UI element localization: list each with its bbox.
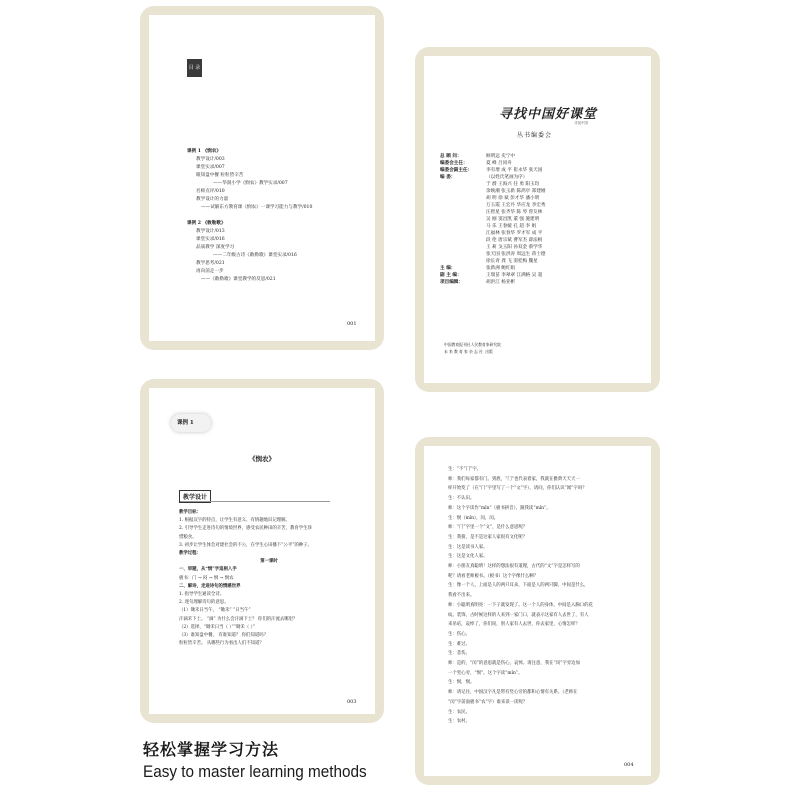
toc-item: 教学设计/013: [196, 229, 225, 234]
committee-row: [440, 258, 640, 265]
committee-role: [440, 230, 486, 237]
committee-names: 汪智星 张齐华 陈 琴 曾友林: [486, 210, 543, 215]
dialogue-line: 样开始变了（在“门”字里写了一个“文”字），请问，你们认识“闻”字吗？: [448, 486, 587, 492]
committee-role: 主 编：: [440, 266, 456, 271]
toc-gap: [187, 212, 367, 220]
committee-names: 李有增 成 平 崔永华 张天国: [486, 168, 543, 173]
committee-row: [440, 237, 640, 244]
committee-row: [440, 279, 640, 286]
dialogue-line: 生：“不”门”字。: [448, 467, 482, 472]
toc-item: ——二年级古诗《敕勒歌》课堂实录/016: [213, 253, 297, 258]
committee-names: 段 伦 唐宗斌 曹军杰 薛法根: [486, 238, 543, 243]
dialogue-page-card: [415, 437, 660, 785]
committee-names: 夏 峰 吕同舟: [486, 161, 512, 166]
committee-names: 余映潮 张玉新 陈鸿亭 郑建刚: [486, 189, 546, 194]
lesson-page-card: [140, 379, 384, 723]
committee-row: [440, 181, 640, 188]
committee-names: 万玉霞 王宏丹 华应龙 李宏秀: [486, 203, 546, 208]
committee-list: [440, 153, 640, 286]
committee-role: [440, 195, 486, 202]
committee-role: 总 顾 问：: [440, 154, 462, 159]
dialogue-line: 生：这是读书人家。: [448, 544, 488, 550]
dialogue-line: 师：我们每家都有门。到底，“门”也代表着家，我就在雅典天天天一: [448, 476, 580, 482]
dialogue-page: [424, 446, 651, 776]
lesson-page: [149, 388, 375, 714]
caption-chinese: 轻松掌握学习方法: [143, 740, 280, 759]
publisher-note: [444, 341, 501, 355]
dialogue-line: 生：悯，悯。: [448, 680, 475, 686]
toc-list: [187, 148, 367, 284]
committee-role: [440, 258, 486, 265]
lesson-line: 1. 根据汉字的特点，让学生有意义、有情趣地识记理解。: [179, 518, 290, 524]
toc-item: 教学思考/021: [196, 261, 225, 266]
page-number: 003: [347, 699, 357, 705]
lesson-line: 粒粒皆辛苦。 从哪些行为看出人们不知道？: [179, 641, 264, 647]
series-calligraphy: 寻找中国好课堂: [499, 107, 598, 122]
committee-row: [440, 174, 640, 181]
lesson-line: （1）锄禾日当午， “锄禾” “日当午”: [179, 608, 251, 614]
lesson-line: （2）选择，“锄禾日当（ ）”“锄禾（ ）”: [179, 624, 256, 630]
committee-role: [440, 251, 486, 258]
committee-role: [440, 181, 486, 188]
committee-names: 马 乐 王春媛 孔 超 李 娟: [486, 224, 537, 229]
toc-item: 课例 2 《敕勒歌》: [187, 221, 226, 226]
committee-names: 吴 刚 窦昌凯 董 强 施建明: [486, 217, 540, 222]
dialogue-line: 师：“门”字里一个“文”，是什么意思呢？: [448, 525, 528, 531]
toc-item: 课例 1 《悯农》: [187, 149, 221, 154]
design-tag: 教学设计: [179, 490, 211, 503]
dialogue-line: 师：小聪明真明亮：一下子就发现了。这一个人的身体，中间是入胸口的花: [448, 602, 593, 608]
committee-row: [440, 188, 640, 195]
committee-names: 于 漪 王海兴 任 勇 阳玉均: [486, 182, 540, 187]
committee-role: [440, 202, 486, 209]
dialogue-line: 师：小朋友真聪明！这样的想法很有道理，古代的“文”字是怎样写的: [448, 564, 580, 570]
dialogue-line: 生：我猜，是不是这家人家很有文化呢？: [448, 534, 528, 540]
dialogue-line: 师：这个字读作“mǐn”（板书拼音），跟我读“mǐn”。: [448, 505, 551, 511]
lesson-line: 惜粮食。: [179, 534, 197, 540]
toc-page-card: [140, 6, 384, 350]
toc-item: 教学设计/003: [196, 157, 225, 162]
toc-item: 眼知盘中餐 粒粒皆辛苦: [196, 173, 244, 178]
committee-names: 江福林 张春华 罗才军 成 平: [486, 231, 543, 236]
page-number: 001: [347, 321, 357, 327]
committee-row: [440, 202, 640, 209]
dialogue-line: 一个竖心旁，“悯”。这个字读“mǐn”。: [448, 670, 523, 676]
lesson-line: 1. 指导学生通读全诗。: [179, 592, 225, 598]
dialogue-line: 生：悯（mǐn），闵，闵。: [448, 515, 499, 521]
committee-names: 王 莉 戈玉阳 孙双金 蔡学华: [486, 245, 543, 250]
lesson-line: 二、解诗，走进诗句的情感世界: [179, 583, 241, 589]
toc-page: [149, 15, 375, 341]
toc-item: 教学设计的力量: [196, 197, 229, 202]
dialogue-line: “闵”字前面板书“农”字）谁来读一读呢？: [448, 699, 528, 705]
lesson-line: 板书：门 → 闷 → 悯 → 悯农: [179, 575, 234, 581]
toc-item: 品质教学 深度学习: [196, 245, 235, 250]
committee-role: [440, 188, 486, 195]
committee-role: 编 委：: [440, 175, 456, 180]
dialogue-line: 我看不出来。: [448, 593, 475, 599]
committee-row: [440, 195, 640, 202]
committee-names: 胡洪江 杨亚彬: [486, 280, 516, 285]
committee-role: [440, 216, 486, 223]
committee-role: [440, 244, 486, 251]
page-number: 004: [624, 762, 634, 768]
dialogue-line: 生：不认识。: [448, 496, 475, 502]
publisher-line: 未 来 教 育 家 杂 志 社 出版: [444, 349, 493, 354]
committee-names: 王瑞苗 李翠翠 江满格 吴 超: [486, 273, 543, 278]
toc-item: ——华润小学《悯农》教学实录/007: [213, 181, 288, 186]
committee-role: 编委会主任：: [440, 161, 468, 166]
toc-item: 课堂实录/007: [196, 165, 225, 170]
dialogue-line: 呢？请看老师板书。（板书）这个字像什么啊？: [448, 573, 539, 579]
committee-row: [440, 251, 640, 258]
lesson-line: 一、审题，从“悯”字追根入手: [179, 567, 237, 573]
committee-row: [440, 167, 640, 174]
committee-page-card: [415, 47, 660, 392]
caption-english: Easy to master learning methods: [143, 762, 367, 781]
lesson-line: （3）谁知盘中餐， 有谁知道？ 你们知道吗？: [179, 633, 269, 639]
committee-role: 副 主 编：: [440, 273, 462, 278]
committee-role: 编委会副主任：: [440, 168, 473, 173]
committee-row: [440, 223, 640, 230]
lesson-line: 2. 引导学生走进诗句的情境世界，感受农民种田的辛苦，教育学生珍: [179, 526, 312, 532]
lesson-title: 《悯农》: [249, 455, 275, 463]
committee-role: [440, 209, 486, 216]
committee-names: 张天国 张洪涛 周远生 蒋士德: [486, 252, 546, 257]
committee-row: [440, 209, 640, 216]
dialogue-body: [448, 465, 638, 727]
dialogue-line: 师：是的，“闵”的意思就是伤心，哀悼。请注意，我在“闵”字旁边加: [448, 661, 580, 667]
calligraphy-signature: 寻找中国: [574, 121, 588, 125]
committee-row: [440, 230, 640, 237]
toc-item: ——《敕勒歌》课堂教学的反思/021: [201, 277, 276, 282]
toc-item: 课堂实录/016: [196, 237, 225, 242]
publisher-line: 中国教育报刊社人民教育家研究院: [444, 342, 501, 347]
lesson-line: 第一课时: [260, 559, 278, 565]
lesson-line: 3. 初步让学生体会对建社会的不公，在学生心田播下“公平”的种子。: [179, 542, 313, 548]
committee-names: 顾明远 史宁中: [486, 154, 516, 159]
dialogue-line: 生：这是文化人家。: [448, 554, 488, 560]
committee-row: [440, 244, 640, 251]
dialogue-line: 生：农民。: [448, 709, 470, 715]
lesson-body: [179, 509, 359, 648]
dialogue-line: 来吊唁，哀悼了，你们说，别人家有人去世，你去家里，心情怎样？: [448, 622, 580, 628]
toc-item: 再向前走一步: [196, 269, 224, 274]
series-title: 丛书编委会: [517, 132, 553, 139]
committee-names: 张新洲 鲍红娟: [486, 266, 516, 271]
lesson-badge: 课例 1: [171, 414, 211, 432]
committee-row: [440, 160, 640, 167]
dialogue-line: 生：农村。: [448, 719, 470, 725]
dialogue-line: 生：悲伤。: [448, 651, 470, 657]
toc-tag: 目 录: [187, 59, 202, 77]
publisher-mark: 出版: [485, 349, 493, 354]
committee-page: [424, 56, 651, 383]
lesson-line: 教学过程：: [179, 551, 201, 557]
committee-names: （以姓氏笔画为序）: [486, 175, 528, 180]
committee-row: [440, 272, 640, 279]
dialogue-line: 师：请记住，中国汉字凡是带有竖心旁的都和心情有关系。（老师在: [448, 690, 578, 696]
lesson-line: 教学目标：: [179, 510, 201, 515]
committee-role: [440, 237, 486, 244]
committee-row: [440, 265, 640, 272]
committee-role: [440, 223, 486, 230]
committee-row: [440, 153, 640, 160]
committee-row: [440, 216, 640, 223]
dialogue-line: 生：难过。: [448, 641, 470, 647]
dialogue-line: 生：伤心。: [448, 631, 470, 637]
committee-names: 胡 明 徐 斌 彭才华 潘小明: [486, 196, 540, 201]
toc-item: 名师点评/010: [196, 189, 225, 194]
committee-role: 项目编辑：: [440, 280, 463, 285]
dialogue-line: 纹。装饰，古时候这样的人来到一家门口，就表示这家有人去世了，有人: [448, 612, 589, 618]
committee-names: 徐长青 龚 飞 窦桂梅 魏星: [486, 259, 538, 264]
toc-item: ——试解东方教育课《悯农》一课学习能力与教学/010: [201, 205, 313, 210]
lesson-line: 2. 逐句理解诗句的意思。: [179, 600, 229, 606]
lesson-line: 汗滴禾下土。 “滴” 为什么会汗滴下土？ 你们的汗流去哪里？: [179, 616, 298, 622]
dialogue-line: 生：像一个人，上面是人的两只耳朵，下面是人的两只脚，中间是什么，: [448, 583, 589, 589]
